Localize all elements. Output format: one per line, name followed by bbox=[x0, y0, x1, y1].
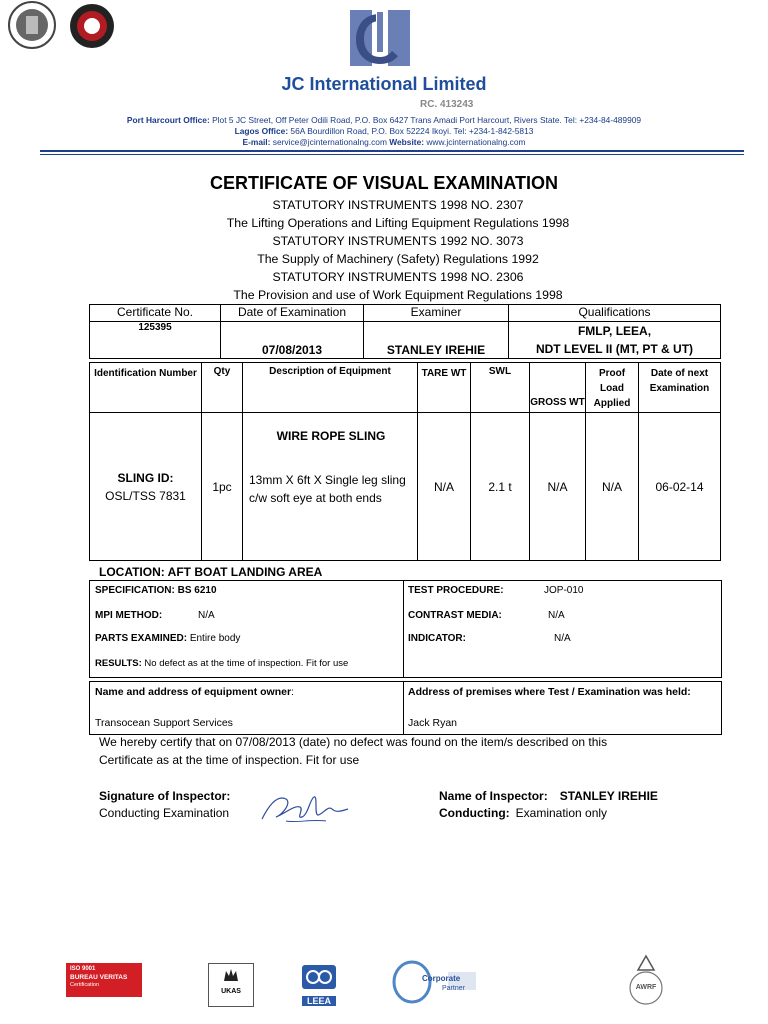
regulation-line: The Supply of Machinery (Safety) Regulations 1992 bbox=[257, 252, 539, 266]
col-gross-wt: GROSS WT bbox=[530, 363, 586, 413]
certificate-title: CERTIFICATE OF VISUAL EXAMINATION bbox=[209, 173, 558, 193]
test-details-divider bbox=[403, 581, 404, 677]
equipment-type: WIRE ROPE SLING bbox=[276, 429, 386, 443]
gross-weight: N/A bbox=[530, 413, 586, 561]
certification-statement: We hereby certify that on 07/08/2013 (date) no defect was found on the item/s described on this bbox=[99, 735, 608, 749]
bureau-veritas-seal-icon bbox=[0, 0, 64, 50]
owner-value: Transocean Support Services bbox=[95, 717, 233, 729]
quantity: 1pc bbox=[202, 413, 243, 561]
chain-link-icon bbox=[298, 963, 340, 991]
mpi-method-label: MPI METHOD: bbox=[95, 610, 163, 621]
col-description: Description of Equipment bbox=[243, 363, 418, 413]
sling-id-number: OSL/TSS 7831 bbox=[105, 488, 186, 503]
proof-load: N/A bbox=[586, 413, 639, 561]
header-qualifications: Qualifications bbox=[509, 305, 721, 322]
leea-logo: LEEA bbox=[298, 963, 340, 1005]
col-qty: Qty bbox=[202, 363, 243, 413]
equipment-details: 13mm X 6ft X Single leg sling c/w soft eye at both ends bbox=[249, 473, 406, 505]
sling-id-label: SLING ID: bbox=[117, 470, 174, 485]
col-tare-wt: TARE WT bbox=[418, 363, 471, 413]
contrast-media-value: N/A bbox=[548, 610, 565, 621]
header-divider bbox=[40, 150, 744, 152]
header-certificate-no: Certificate No. bbox=[90, 305, 221, 322]
col-identification: Identification Number bbox=[90, 363, 202, 413]
qualifications-line: NDT LEVEL II (MT, PT & UT) bbox=[535, 342, 694, 356]
institute-seal-icon bbox=[68, 2, 116, 50]
examiner-name: STANLEY IREHIE bbox=[364, 322, 509, 359]
regulation-line: STATUTORY INSTRUMENTS 1998 NO. 2307 bbox=[272, 198, 524, 212]
regulation-line: STATUTORY INSTRUMENTS 1992 NO. 3073 bbox=[272, 234, 524, 248]
header-divider-thin bbox=[40, 154, 744, 155]
certificate-number: 125395 bbox=[90, 322, 221, 359]
regulation-line: The Provision and use of Work Equipment Regulations 1998 bbox=[233, 288, 563, 302]
regulation-line: The Lifting Operations and Lifting Equipment Regulations 1998 bbox=[226, 216, 570, 230]
company-logo bbox=[348, 8, 412, 70]
results: RESULTS: No defect as at the time of inspection. Fit for use bbox=[95, 658, 349, 669]
header-date: Date of Examination bbox=[221, 305, 364, 322]
owner-label: Name and address of equipment owner: bbox=[95, 686, 294, 698]
equipment-description bbox=[243, 413, 418, 561]
conducting-line: Conducting: Examination only bbox=[439, 806, 608, 820]
lagos-address-line: Lagos Office: 56A Bourdillon Road, P.O. Box 52224 Ikoyi. Tel: +234-1-842-5813 bbox=[234, 126, 534, 136]
equipment-table bbox=[89, 362, 721, 561]
owner-divider bbox=[403, 682, 404, 734]
contact-line: E-mail: service@jcinternationalng.com Website: www.jcinternationalng.com bbox=[242, 137, 526, 147]
location: LOCATION: AFT BOAT LANDING AREA bbox=[99, 565, 323, 579]
port-harcourt-address-line: Port Harcourt Office: Plot 5 JC Street, Off Peter Odili Road, P.O. Box 6427 Trans Amadi Port Harcourt, Rivers State. Tel: +234-84-489909 bbox=[126, 115, 642, 125]
test-details-box bbox=[89, 580, 722, 678]
iso-9001-logo: ISO 9001 BUREAU VERITAS Certification bbox=[66, 963, 142, 997]
col-next-examination: Date of next Examination bbox=[639, 363, 721, 413]
certification-statement-cont: Certificate as at the time of inspection. Fit for use bbox=[99, 753, 360, 767]
awrf-logo: AWRF bbox=[624, 952, 668, 1008]
corporate-partner-logo: Corporate Partner bbox=[392, 958, 478, 1006]
parts-examined: PARTS EXAMINED: Entire body bbox=[95, 633, 241, 644]
conducting-examination-label: Conducting Examination bbox=[99, 806, 230, 820]
next-examination-date: 06-02-14 bbox=[639, 413, 721, 561]
col-swl: SWL bbox=[471, 363, 530, 413]
test-procedure-label: TEST PROCEDURE: bbox=[408, 585, 504, 596]
company-name: JC International Limited bbox=[281, 74, 487, 94]
certificate-info-table bbox=[89, 304, 721, 359]
examination-date: 07/08/2013 bbox=[221, 322, 364, 359]
col-proof-load: Proof Load Applied bbox=[586, 363, 639, 413]
awrf-emblem-icon bbox=[624, 952, 668, 1008]
test-procedure-value: JOP-010 bbox=[544, 585, 584, 596]
sling-id bbox=[90, 413, 202, 561]
safe-working-load: 2.1 t bbox=[471, 413, 530, 561]
qualifications-value bbox=[509, 322, 721, 359]
mpi-method-value: N/A bbox=[198, 610, 215, 621]
contrast-media-label: CONTRAST MEDIA: bbox=[408, 610, 502, 621]
table-row bbox=[90, 413, 721, 561]
inspector-name-line: Name of Inspector: STANLEY IREHIE bbox=[439, 789, 658, 803]
premises-label: Address of premises where Test / Examination was held: bbox=[408, 686, 691, 698]
qualifications-line: FMLP, LEEA, bbox=[577, 324, 652, 338]
specification: SPECIFICATION: BS 6210 bbox=[95, 585, 217, 596]
signature-image bbox=[256, 785, 352, 829]
owner-box bbox=[89, 681, 722, 735]
ukas-logo: UKAS bbox=[208, 963, 254, 1007]
header-examiner: Examiner bbox=[364, 305, 509, 322]
rc-number: RC. 413243 bbox=[420, 99, 474, 110]
crown-icon bbox=[223, 967, 239, 985]
regulation-line: STATUTORY INSTRUMENTS 1998 NO. 2306 bbox=[272, 270, 524, 284]
tare-weight: N/A bbox=[418, 413, 471, 561]
indicator-value: N/A bbox=[554, 633, 571, 644]
premises-value: Jack Ryan bbox=[408, 717, 458, 729]
indicator-label: INDICATOR: bbox=[408, 633, 466, 644]
signature-label: Signature of Inspector: bbox=[99, 789, 231, 803]
